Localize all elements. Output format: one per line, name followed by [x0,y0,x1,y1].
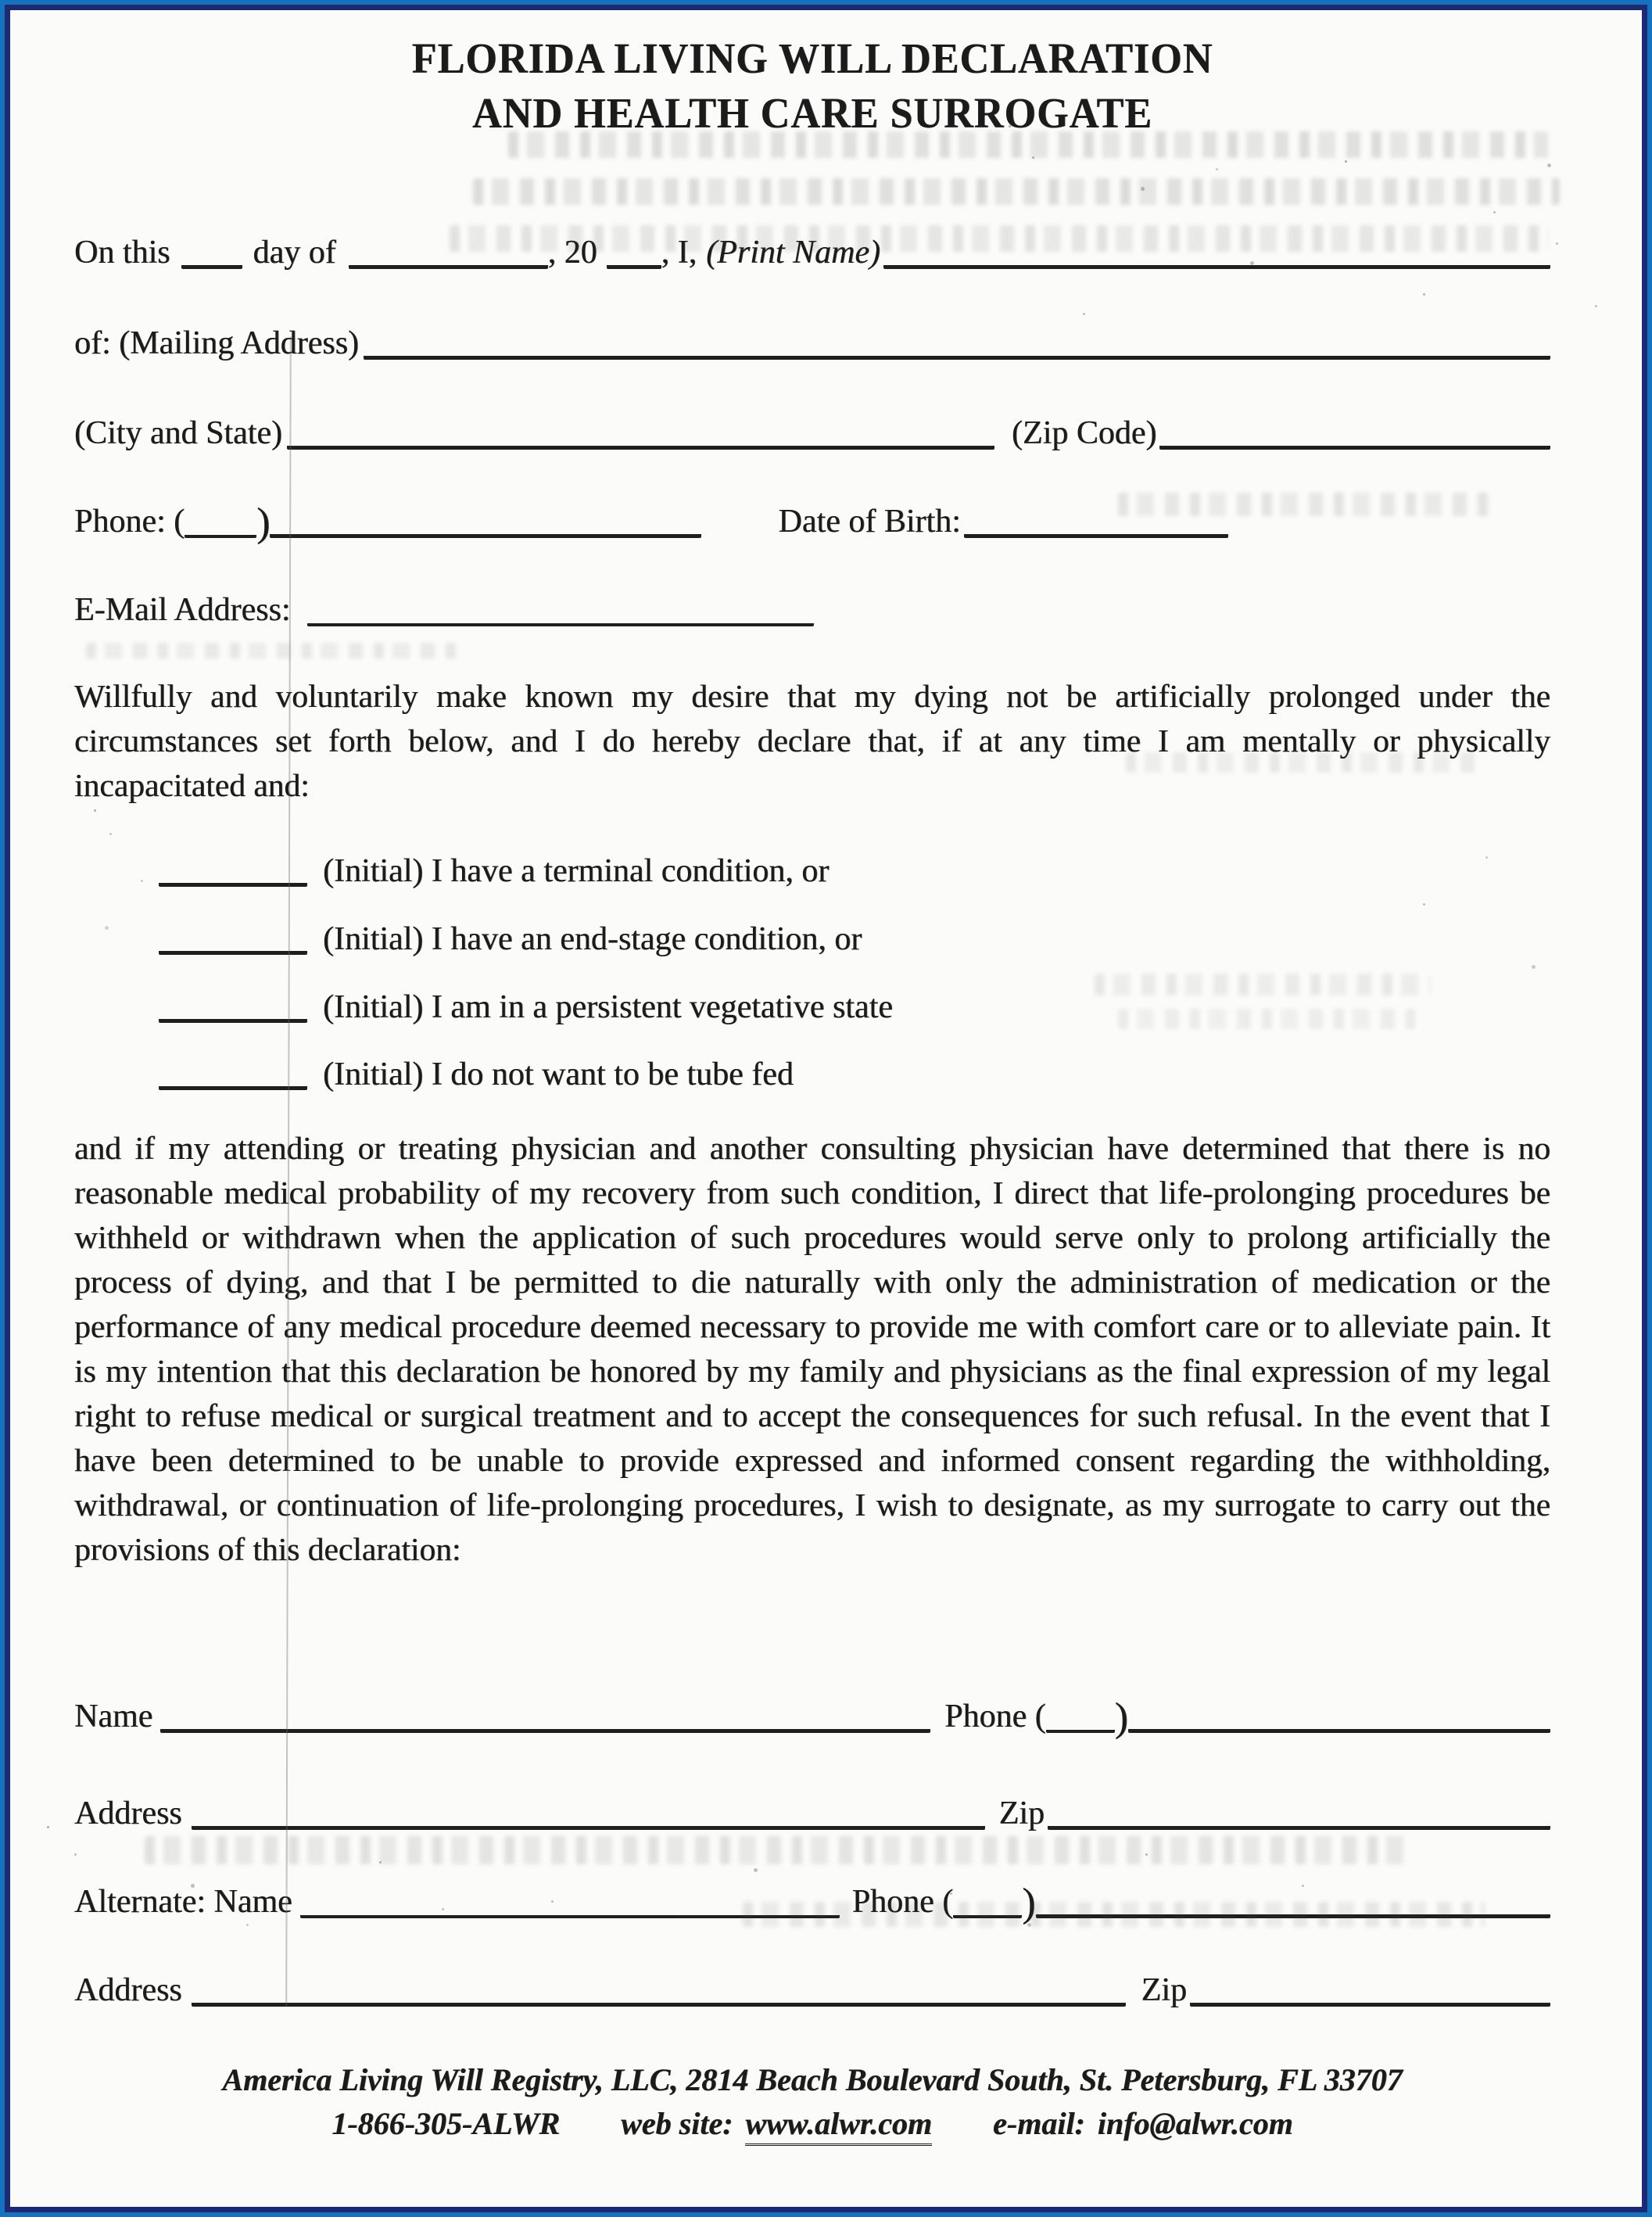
print-name-blank [883,259,1550,269]
registry-contact-line [74,2105,1550,2146]
surrogate-name-label: Name [74,1699,153,1734]
day-number-blank [181,259,242,269]
bleedthrough-smudge [1118,1009,1415,1029]
form-title-line1: FLORIDA LIVING WILL DECLARATION [411,34,1213,82]
initial-row-terminal [74,851,1550,891]
initial-item-label: (Initial) I have an end-stage condition, or [323,921,862,957]
phone-area-code-blank [185,529,256,538]
mailing-address-label: of: (Mailing Address) [74,325,359,361]
mailing-address-row [74,322,1550,364]
scan-speck [94,809,96,812]
surrogate-zip-label: Zip [998,1795,1045,1831]
month-blank [349,259,548,269]
surrogate-address-row [74,1792,1550,1835]
date-of-birth-label: Date of Birth: [778,504,961,540]
bleedthrough-smudge [508,131,1548,158]
email-blank [307,617,814,626]
bleedthrough-smudge [86,643,461,658]
declaration-intro-paragraph: Willfully and voluntarily make known my desire that my dying not be artificially prolonged under the circumstances set forth below, and I do hereby declare that, if at any time I am mentally or physically incapacitated and: [74,678,1550,803]
day-of-label: day of [253,235,336,271]
i-label: , I, [661,235,697,271]
email-footer-address: info@alwr.com [1097,2106,1293,2141]
phone-paren-close: ) [256,500,271,545]
mailing-address-blank [364,350,1550,360]
scan-speck [47,1826,49,1828]
website-url: www.alwr.com [745,2105,932,2146]
declaration-body-paragraph: and if my attending or treating physician and another consulting physician have determined that there is no reasonable medical probability of my recovery from such condition, I direct that life-prolonging procedures be withheld or withdrawn when the application of such procedures would serve only to prolong artificially the process of dying, and that I be permitted to die naturally with only the administration of medication or the performance of any medical procedure deemed necessary to provide me with comfort care or to alleviate pain. It is my intention that this declaration be honored by my family and physicians as the final expression of my legal right to refuse medical or surgical treatment and to accept the consequences for such refusal. In the event that I have been determined to be unable to provide expressed and informed consent regarding the withholding, withdrawal, or continuation of life-prolonging procedures, I wish to designate, as my surrogate to carry out the provisions of this declaration: [74,1130,1550,1567]
alternate-phone-paren-close: ) [1022,1881,1036,1925]
zip-code-blank [1159,439,1550,450]
alternate-name-label: Alternate: Name [74,1884,292,1920]
alternate-zip-blank [1190,1996,1550,2007]
email-row [74,589,1550,631]
surrogate-zip-blank [1048,1820,1550,1830]
initial-item-label: (Initial) I have a terminal condition, or [323,853,830,889]
surrogate-phone-blank [1128,1723,1550,1733]
year-prefix-label: , 20 [547,235,597,271]
surrogate-name-blank [160,1723,930,1733]
zip-code-label: (Zip Code) [1011,415,1157,451]
bleedthrough-smudge [1118,493,1493,516]
bleedthrough-smudge [1095,974,1431,995]
initial-blank [159,877,307,887]
surrogate-phone-paren-close: ) [1114,1695,1128,1740]
website-label: web site: [621,2106,733,2141]
alternate-zip-label: Zip [1141,1972,1187,2008]
on-this-label: On this [74,235,170,271]
registry-phone: 1-866-305-ALWR [331,2106,561,2141]
print-name-label: (Print Name) [706,235,880,271]
surrogate-phone-area-blank [1046,1724,1115,1733]
city-state-blank [287,439,994,450]
initial-blank [159,945,307,955]
surrogate-name-row [74,1695,1550,1738]
bleedthrough-smudge [450,225,1548,252]
bleedthrough-smudge [743,1902,1485,1927]
city-state-label: (City and State) [74,415,282,451]
initial-item-label: (Initial) I do not want to be tube fed [323,1056,794,1092]
city-state-zip-row [74,412,1550,454]
email-label: E-Mail Address: [74,592,291,628]
initial-blank [159,1013,307,1023]
initial-item-label: (Initial) I am in a persistent vegetative state [323,989,893,1025]
year-blank [607,259,661,269]
phone-number-blank [270,528,701,538]
form-title-line2: AND HEALTH CARE SURROGATE [471,89,1153,137]
date-of-birth-blank [964,528,1228,538]
initial-blank [159,1080,307,1090]
email-footer-label: e-mail: [993,2106,1085,2141]
initial-row-tube-fed [74,1054,1550,1095]
alternate-address-label: Address [74,1972,182,2008]
bleedthrough-smudge [473,178,1560,205]
alternate-address-row [74,1969,1550,2011]
initial-row-end-stage [74,919,1550,960]
alternate-phone-label: Phone ( [851,1884,954,1920]
alternate-address-blank [192,1996,1126,2007]
phone-label: Phone: ( [74,504,185,540]
scan-speck [1009,125,1011,127]
surrogate-address-blank [192,1820,985,1830]
bleedthrough-smudge [145,1836,1411,1864]
registry-address-line: America Living Will Registry, LLC, 2814 Beach Boulevard South, St. Petersburg, FL 33707 [222,2062,1403,2097]
bleedthrough-smudge [1126,752,1485,773]
surrogate-address-label: Address [74,1795,182,1831]
surrogate-phone-label: Phone ( [944,1699,1046,1734]
